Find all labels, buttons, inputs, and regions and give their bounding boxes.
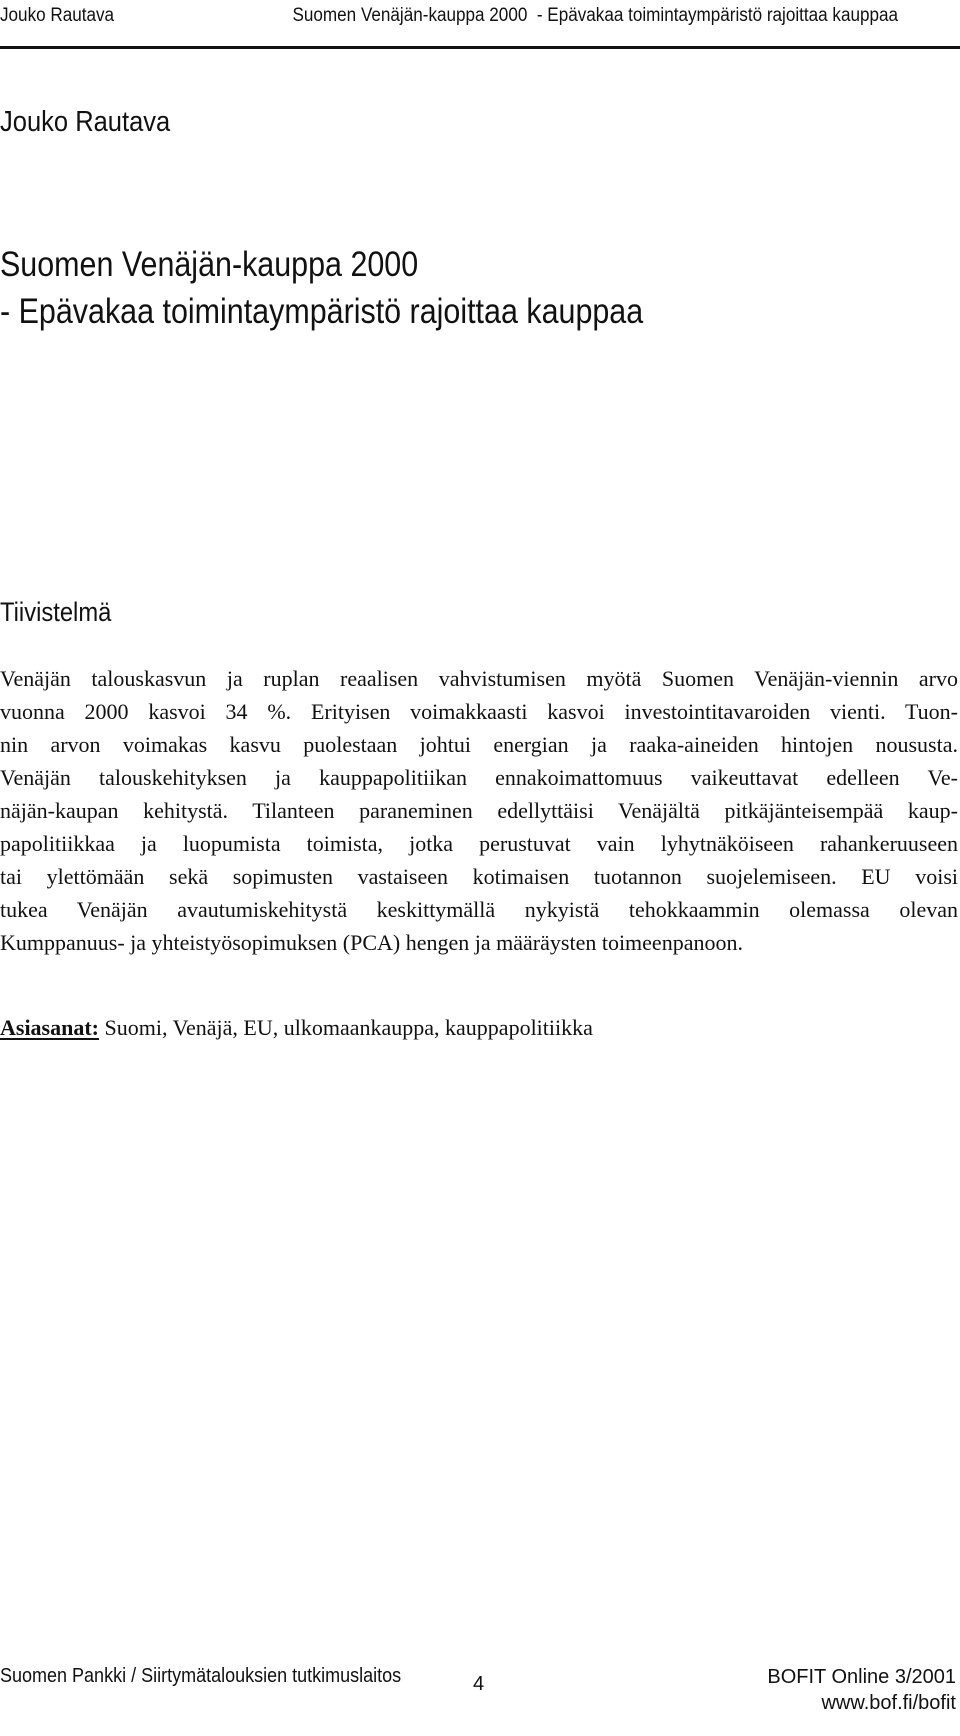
footer-institution: Suomen Pankki / Siirtymätalouksien tutkimuslaitos — [0, 1665, 402, 1687]
abstract-body — [0, 662, 958, 959]
abstract-line: tai ylettömään sekä sopimusten vastaiseen kotimaisen tuotannon suojelemiseen. EU voisi — [0, 864, 958, 889]
abstract-line: näjän-kaupan kehitystä. Tilanteen paraneminen edellyttäisi Venäjältä pitkäjänteisempää kaup- — [0, 798, 958, 823]
title-line-2: - Epävakaa toimintaympäristö rajoittaa kauppaa — [0, 292, 644, 331]
page-number: 4 — [473, 1673, 485, 1695]
abstract-line: nin arvon voimakas kasvu puolestaan johtui energian ja raaka-aineiden hintojen noususta. — [0, 732, 958, 757]
keywords-label: Asiasanat: — [0, 1015, 100, 1040]
abstract-line: papolitiikkaa ja luopumista toimista, jotka perustuvat vain lyhytnäköiseen rahankeruuseen — [0, 831, 958, 856]
abstract-line: Kumppanuus- ja yhteistyösopimuksen (PCA) hengen ja määräysten toimeenpanoon. — [0, 930, 743, 955]
keywords — [0, 1013, 593, 1043]
running-header — [0, 4, 899, 28]
running-header-author: Jouko Rautava — [0, 5, 115, 26]
abstract-line: vuonna 2000 kasvoi 34 %. Erityisen voimakkaasti kasvoi investointitavaroiden vienti. Tuon- — [0, 699, 958, 724]
author-name: Jouko Rautava — [0, 106, 171, 138]
page-title — [0, 241, 643, 335]
title-line-1: Suomen Venäjän-kauppa 2000 — [0, 245, 419, 284]
footer-website: www.bof.fi/bofit — [821, 1692, 956, 1714]
page-footer — [0, 1660, 960, 1736]
abstract-heading: Tiivistelmä — [0, 597, 112, 627]
footer-series: BOFIT Online 3/2001 — [767, 1666, 956, 1688]
footer-publication — [767, 1664, 956, 1716]
running-header-title: Suomen Venäjän-kauppa 2000 - Epävakaa toimintaympäristö rajoittaa kauppaa — [292, 5, 899, 26]
abstract-line: Venäjän talouskasvun ja ruplan reaalisen vahvistumisen myötä Suomen Venäjän-viennin arvo — [0, 666, 958, 691]
header-divider — [0, 46, 960, 49]
abstract-line: Venäjän talouskehityksen ja kauppapolitiikan ennakoimattomuus vaikeuttavat edelleen Ve- — [0, 765, 958, 790]
keywords-text: Suomi, Venäjä, EU, ulkomaankauppa, kauppapolitiikka — [99, 1015, 593, 1040]
abstract-line: tukea Venäjän avautumiskehitystä keskittymällä nykyistä tehokkaammin olemassa olevan — [0, 897, 958, 922]
